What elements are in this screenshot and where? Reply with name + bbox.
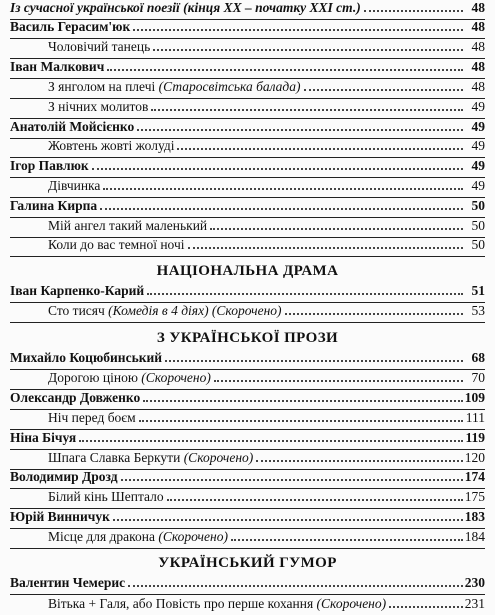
toc-entry-anthology bbox=[10, 0, 485, 20]
section-heading: НАЦІОНАЛЬНА ДРАМА bbox=[156, 263, 339, 279]
page-number: 119 bbox=[465, 430, 485, 445]
toc-entry-author bbox=[10, 19, 485, 39]
dot-leader bbox=[128, 585, 463, 587]
page-number: 49 bbox=[471, 178, 485, 193]
page-number: 50 bbox=[471, 237, 485, 252]
entry-title bbox=[10, 198, 97, 214]
entry-title bbox=[10, 19, 130, 35]
toc-entry-author bbox=[10, 59, 485, 79]
dot-leader bbox=[364, 10, 463, 12]
entry-title-text: Мій ангел такий маленький bbox=[48, 218, 208, 233]
entry-title bbox=[48, 79, 301, 95]
entry-title-text: Василь Герасим'юк bbox=[10, 19, 131, 34]
entry-title-text: Анатолій Мойсієнко bbox=[10, 119, 135, 134]
entry-title bbox=[10, 283, 144, 299]
page-number: 68 bbox=[471, 350, 485, 365]
toc-entry-work bbox=[10, 529, 485, 549]
entry-title bbox=[48, 303, 282, 319]
dot-leader bbox=[165, 360, 463, 362]
page-number: 174 bbox=[464, 469, 485, 484]
page-number: 53 bbox=[471, 303, 485, 318]
entry-title-text: Валентин Чемерис bbox=[10, 575, 126, 590]
entry-title-text: З янголом на плечі bbox=[48, 79, 156, 94]
toc-entry-author bbox=[10, 390, 485, 410]
dot-leader bbox=[79, 440, 463, 442]
entry-title-text: Жовтень жовті жолуді bbox=[48, 138, 175, 153]
toc-entry-work bbox=[10, 595, 485, 615]
dot-leader bbox=[143, 400, 463, 402]
toc-entry-work bbox=[10, 178, 485, 198]
dot-leader bbox=[167, 499, 463, 501]
entry-note: (Скорочено) bbox=[137, 370, 211, 385]
toc-entry-author bbox=[10, 430, 485, 450]
entry-title bbox=[48, 529, 228, 545]
entry-note: (Старосвітська балада) bbox=[155, 79, 301, 94]
entry-title-text: Місце для дракона bbox=[48, 529, 155, 544]
entry-title-text: Коли до вас темної ночі bbox=[48, 237, 185, 252]
entry-title bbox=[10, 0, 361, 16]
section-heading: З УКРАЇНСЬКОЇ ПРОЗИ bbox=[156, 330, 339, 346]
entry-title-text: Із сучасної української поезії (кінця ХХ – початку ХХІ ст.) bbox=[10, 0, 361, 15]
dot-leader bbox=[389, 606, 463, 608]
page-number: 184 bbox=[464, 529, 485, 544]
dot-leader bbox=[133, 29, 463, 31]
entry-note: (Скорочено) bbox=[313, 596, 387, 611]
entry-title bbox=[48, 596, 386, 612]
entry-title bbox=[10, 390, 140, 406]
page-number: 49 bbox=[471, 119, 485, 134]
entry-title bbox=[48, 410, 136, 426]
entry-title-text: Сто тисяч bbox=[48, 303, 105, 318]
dot-leader bbox=[121, 479, 463, 481]
dot-leader bbox=[210, 228, 463, 230]
entry-title-text: Чоловічий танець bbox=[48, 39, 151, 54]
dot-leader bbox=[304, 89, 464, 91]
entry-title-text: Ніна Бічуя bbox=[10, 430, 77, 445]
dot-leader bbox=[153, 49, 463, 51]
page-number: 48 bbox=[471, 0, 485, 15]
dot-leader bbox=[107, 69, 463, 71]
dot-leader bbox=[214, 380, 463, 382]
entry-title bbox=[10, 350, 162, 366]
toc-entry-author bbox=[10, 575, 485, 595]
entry-title-text: З нічних молитов bbox=[48, 99, 149, 114]
toc-entry-work bbox=[10, 218, 485, 238]
entry-title bbox=[48, 370, 211, 386]
entry-title bbox=[48, 178, 100, 194]
page-number: 48 bbox=[471, 39, 485, 54]
entry-title-text: Білий кінь Шептало bbox=[48, 489, 164, 504]
page-number: 49 bbox=[471, 158, 485, 173]
page-number: 70 bbox=[471, 370, 485, 385]
entry-title bbox=[10, 430, 76, 446]
toc-entry-author bbox=[10, 350, 485, 370]
entry-title-text: Вітька + Галя, або Повість про перше кохання bbox=[48, 596, 314, 611]
toc-entry-work bbox=[10, 39, 485, 59]
toc-entry-work bbox=[10, 450, 485, 470]
entry-title bbox=[10, 509, 110, 525]
entry-title bbox=[10, 119, 134, 135]
entry-title bbox=[48, 138, 174, 154]
entry-title bbox=[10, 575, 125, 591]
toc-entry-author bbox=[10, 119, 485, 139]
entry-note: (Скорочено) bbox=[180, 450, 254, 465]
dot-leader bbox=[100, 208, 463, 210]
dot-leader bbox=[92, 168, 463, 170]
entry-title-text: Олександр Довженко bbox=[10, 390, 141, 405]
page-number: 175 bbox=[464, 489, 485, 504]
toc-entry-author bbox=[10, 469, 485, 489]
page-number: 48 bbox=[471, 79, 485, 94]
page-number: 120 bbox=[464, 450, 485, 465]
entry-title bbox=[10, 59, 104, 75]
dot-leader bbox=[113, 519, 463, 521]
section-heading: УКРАЇНСЬКИЙ ГУМОР bbox=[158, 555, 337, 571]
page-number: 51 bbox=[471, 283, 485, 298]
page-number: 48 bbox=[471, 59, 485, 74]
entry-title-text: Іван Малкович bbox=[10, 59, 105, 74]
toc-entry-author bbox=[10, 158, 485, 178]
dot-leader bbox=[177, 148, 463, 150]
dot-leader bbox=[285, 313, 463, 315]
entry-title-text: Галина Кирпа bbox=[10, 198, 98, 213]
entry-title-text: Іван Карпенко-Карий bbox=[10, 283, 145, 298]
dot-leader bbox=[256, 460, 462, 462]
toc-entry-work bbox=[10, 410, 485, 430]
entry-title-text: Ігор Павлюк bbox=[10, 158, 89, 173]
page-number: 230 bbox=[464, 575, 485, 590]
dot-leader bbox=[137, 129, 463, 131]
entry-title-text: Дорогою ціною bbox=[48, 370, 138, 385]
toc-entry-work bbox=[10, 237, 485, 257]
dot-leader bbox=[139, 420, 463, 422]
dot-leader bbox=[147, 293, 463, 295]
entry-title bbox=[48, 489, 164, 505]
toc-entry-work bbox=[10, 99, 485, 119]
page-number: 50 bbox=[471, 218, 485, 233]
entry-title bbox=[10, 158, 89, 174]
entry-title-text: Михайло Коцюбинський bbox=[10, 350, 163, 365]
page-number: 50 bbox=[471, 198, 485, 213]
dot-leader bbox=[103, 188, 463, 190]
entry-title bbox=[10, 469, 118, 485]
page-number: 109 bbox=[464, 390, 485, 405]
toc-entry-author bbox=[10, 283, 485, 303]
entry-title-text: Шпага Славка Беркути bbox=[48, 450, 181, 465]
entry-title-text: Володимир Дрозд bbox=[10, 469, 118, 484]
page-number: 49 bbox=[471, 138, 485, 153]
entry-note: (Скорочено) bbox=[154, 529, 228, 544]
entry-title-text: Юрій Винничук bbox=[10, 509, 110, 524]
page-number: 111 bbox=[465, 410, 485, 425]
entry-title bbox=[48, 39, 150, 55]
entry-title-text: Дівчинка bbox=[48, 178, 101, 193]
page-number: 49 bbox=[471, 99, 485, 114]
dot-leader bbox=[151, 109, 463, 111]
entry-note: (Комедія в 4 діях) (Скорочено) bbox=[104, 303, 282, 318]
dot-leader bbox=[231, 539, 463, 541]
entry-title-text: Ніч перед боєм bbox=[48, 410, 136, 425]
page-number: 183 bbox=[464, 509, 485, 524]
entry-title bbox=[48, 237, 185, 253]
entry-title bbox=[48, 218, 207, 234]
toc-entry-work bbox=[10, 489, 485, 509]
entry-title bbox=[48, 99, 148, 115]
page-number: 48 bbox=[471, 19, 485, 34]
page-number: 231 bbox=[464, 596, 485, 611]
toc-entry-work bbox=[10, 303, 485, 323]
toc-entry-author bbox=[10, 509, 485, 529]
dot-leader bbox=[188, 247, 464, 249]
toc-entry-author bbox=[10, 198, 485, 218]
toc-entry-work bbox=[10, 79, 485, 99]
toc-entry-work bbox=[10, 138, 485, 158]
entry-title bbox=[48, 450, 253, 466]
toc-entry-work bbox=[10, 370, 485, 390]
